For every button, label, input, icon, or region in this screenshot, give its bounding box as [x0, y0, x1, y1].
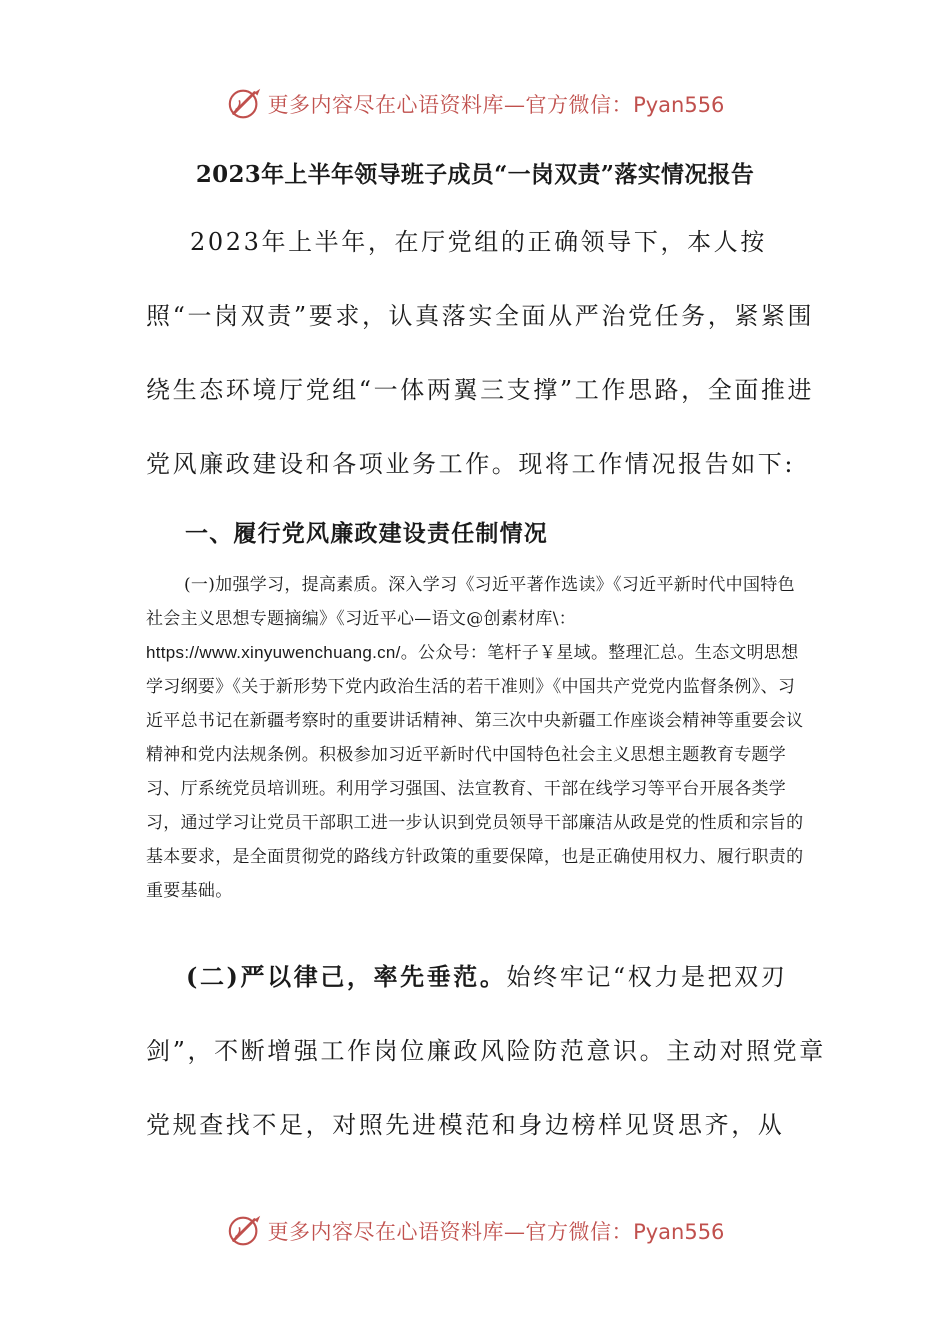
document-title: 2023年上半年领导班子成员“一岗双责”落实情况报告 — [195, 161, 755, 188]
banner-text — [268, 1216, 725, 1246]
banner-label: 更多内容尽在心语资料库—官方微信： — [267, 93, 634, 117]
discipline-paragraph — [146, 940, 826, 1162]
pen-logo-icon — [226, 85, 264, 123]
intro-paragraph: 2023年上半年，在厅党组的正确领导下，本人按照“一岗双责”要求，认真落实全面从严治党任务，紧紧围绕生态环境厅党组“一体两翼三支撑”工作思路，全面推进党风廉政建设和各项业务工作。现将工作情况报告如下: — [146, 228, 815, 478]
study-paragraph — [146, 568, 812, 908]
wechat-id: Pyan556 — [633, 1220, 725, 1244]
discipline-body: 始终牢记“权力是把双刃剑”，不断增强工作岗位廉政风险防范意识。主动对照党章党规查找不足，对照先进模范和身边榜样见贤思齐，从 — [146, 963, 826, 1139]
wechat-id: Pyan556 — [633, 93, 725, 117]
section-heading: 一、履行党风廉政建设责任制情况 — [185, 520, 548, 547]
study-url: https://www.xinyuwenchuang.cn/ — [146, 643, 401, 662]
study-text-a: (一)加强学习，提高素质。深入学习《习近平著作选读》《习近平新时代中国特色社会主义思想专题摘编》《习近平心—语文@创素材库\： — [146, 575, 795, 629]
header-banner — [0, 84, 950, 124]
discipline-lead: (二)严以律己，率先垂范。 — [186, 962, 507, 991]
banner-text — [268, 89, 725, 119]
study-text-b: 。公众号：笔杆子￥星域。整理汇总。生态文明思想学习纲要》《关于新形势下党内政治生活的若干准则》《中国共产党党内监督条例》、习近平总书记在新疆考察时的重要讲话精神、第三次中央新疆工作座谈会精神等重要会议精神和党内法规条例。积极参加习近平新时代中国特色社会主义思想主题教育专题学习、厅系统党员培训班。利用学习强国、法宣教育、干部在线学习等平台开展各类学习，通过学习让党员干部职工进一步认识到党员领导干部廉洁从政是党的性质和宗旨的基本要求，是全面贯彻党的路线方针政策的重要保障，也是正确使用权力、履行职责的重要基础。 — [146, 643, 804, 901]
pen-logo-icon — [226, 1212, 264, 1250]
banner-label: 更多内容尽在心语资料库—官方微信： — [267, 1220, 634, 1244]
footer-banner — [0, 1211, 950, 1251]
